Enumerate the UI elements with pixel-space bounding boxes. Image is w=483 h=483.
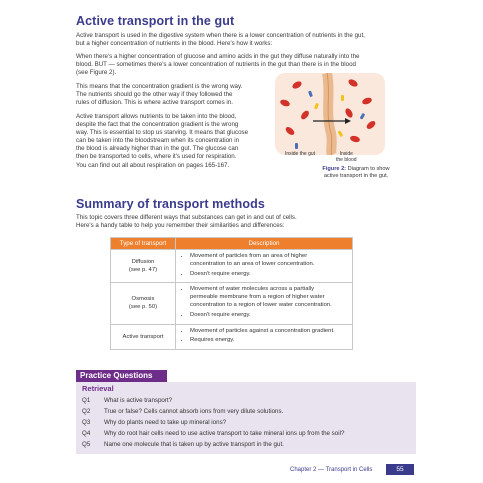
text-line: despite the fact that the concentration gradient is the wrong [76, 121, 239, 129]
description-list [180, 328, 348, 346]
table-header-row [111, 238, 353, 250]
gut-diagram-illustration [275, 73, 385, 155]
page-number: 55 [386, 464, 414, 475]
text-line: the blood is already higher than in the gut. The glucose can [76, 145, 239, 153]
footer-chapter: Chapter 2 — Transport in Cells [290, 467, 373, 473]
text-line: • Movement of particles against a concentration gradient. [190, 327, 335, 334]
text-line: but a higher concentration of nutrients in the blood. Here's how it works: [76, 40, 273, 48]
description-point [190, 337, 348, 345]
text-line: • Doesn't require energy. [190, 270, 251, 277]
figure-label-blood-line: the blood [336, 157, 357, 163]
transport-type-line: Active transport [122, 333, 164, 340]
question-item [82, 430, 344, 437]
text-line: Active transport allows nutrients to be taken into the blood, [76, 113, 237, 120]
text-line: • Requires energy. [190, 337, 235, 344]
text-line: blood. BUT — sometimes there's a lower concentration of nutrients in the gut than there is in the blood [76, 61, 357, 69]
text-line: way. This is essential to stop us starving. It means that glucose [76, 129, 249, 137]
figure-label-blood-line: Inside [339, 151, 353, 157]
retrieval-heading: Retrieval [82, 384, 114, 393]
text-line: rules of diffusion. This is where active transport comes in. [76, 99, 233, 107]
text-line: (see Figure 2). [76, 69, 117, 77]
figure-label-gut: Inside the gut [285, 151, 316, 157]
text-line: When there's a higher concentration of glucose and amino acids in the gut they diffuse naturally into the [76, 53, 360, 60]
question-text: What is active transport? [104, 397, 173, 404]
text-line: This means that the concentration gradient is the wrong way. [76, 83, 243, 90]
gut-diagram [275, 73, 385, 155]
table-header-description: Description [176, 238, 353, 250]
figure-caption-text: Diagram to show active transport in the gut. [323, 166, 390, 179]
text-line: • Doesn't require energy. [190, 311, 251, 318]
question-text: Why do plants need to take up mineral ions? [104, 419, 227, 426]
description-point [190, 312, 348, 320]
practice-questions-box [76, 382, 416, 454]
question-item [82, 408, 283, 415]
paragraph-intro [76, 32, 416, 48]
description-cell [176, 250, 353, 283]
transport-type-line: (see p. 50) [128, 304, 158, 311]
text-line: You can find out all about respiration on pages 165-167. [76, 161, 230, 169]
question-text: True or false? Cells cannot absorb ions from very dilute solutions. [104, 408, 284, 415]
figure-caption [316, 166, 396, 180]
question-item [82, 441, 284, 448]
table-row [111, 324, 353, 350]
text-line: concentration to a region of lower water concentration. [190, 301, 332, 308]
description-point [190, 253, 348, 269]
text-line: This topic covers three different ways that substances can get in and out of cells. [76, 214, 297, 221]
table-header-type: Type of transport [111, 238, 176, 250]
description-list [180, 253, 348, 278]
figure-caption-label: Figure 2: [322, 166, 347, 172]
transport-type-line: (see p. 47) [128, 267, 158, 274]
table-row [111, 283, 353, 324]
description-cell [176, 324, 353, 350]
text-line: The nutrients should go the other way if they followed the [76, 91, 233, 99]
text-line: • Movement of water molecules across a partially [190, 286, 315, 293]
text-line: can be taken into the bloodstream when its concentration in [76, 137, 240, 145]
section-heading-summary: Summary of transport methods [76, 197, 265, 211]
description-point [190, 286, 348, 309]
table-row [111, 250, 353, 283]
paragraph-active-transport [76, 113, 276, 170]
question-number: Q5 [82, 441, 91, 448]
transport-table [110, 237, 353, 350]
text-line: then be transported to cells, where it's used for respiration. [76, 153, 237, 161]
question-number: Q2 [82, 408, 91, 415]
question-item [82, 397, 172, 404]
text-line: Here's a handy table to help you remember their similarities and differences: [76, 222, 285, 230]
transport-type-line: Diffusion [131, 259, 155, 266]
question-number: Q4 [82, 430, 91, 437]
question-text: Name one molecule that is taken up by active transport in the gut. [104, 441, 284, 448]
transport-type-cell [111, 324, 176, 350]
paragraph-gradient [76, 83, 276, 107]
question-number: Q3 [82, 419, 91, 426]
transport-type-cell [111, 283, 176, 324]
text-line: • Movement of particles from an area of higher [190, 253, 308, 259]
description-point [190, 271, 348, 279]
section-heading-active-transport: Active transport in the gut [76, 14, 235, 28]
text-line: concentration to an area of lower concentration. [190, 260, 315, 267]
description-cell [176, 283, 353, 324]
text-line: permeable membrane from a region of higher water [190, 294, 325, 301]
paragraph-summary-intro [76, 214, 416, 230]
figure-label-blood [336, 151, 357, 163]
description-point [190, 328, 348, 336]
practice-questions-title: Practice Questions [76, 370, 167, 382]
question-number: Q1 [82, 397, 91, 404]
transport-type-cell [111, 250, 176, 283]
text-line: Active transport is used in the digestive system when there is a lower concentration of nutrients in the gut, [76, 32, 365, 39]
transport-type-line: Osmosis [131, 296, 155, 303]
question-text: Why do root hair cells need to use active transport to take mineral ions up from the soil? [104, 430, 345, 437]
question-item [82, 419, 226, 426]
description-list [180, 286, 348, 319]
